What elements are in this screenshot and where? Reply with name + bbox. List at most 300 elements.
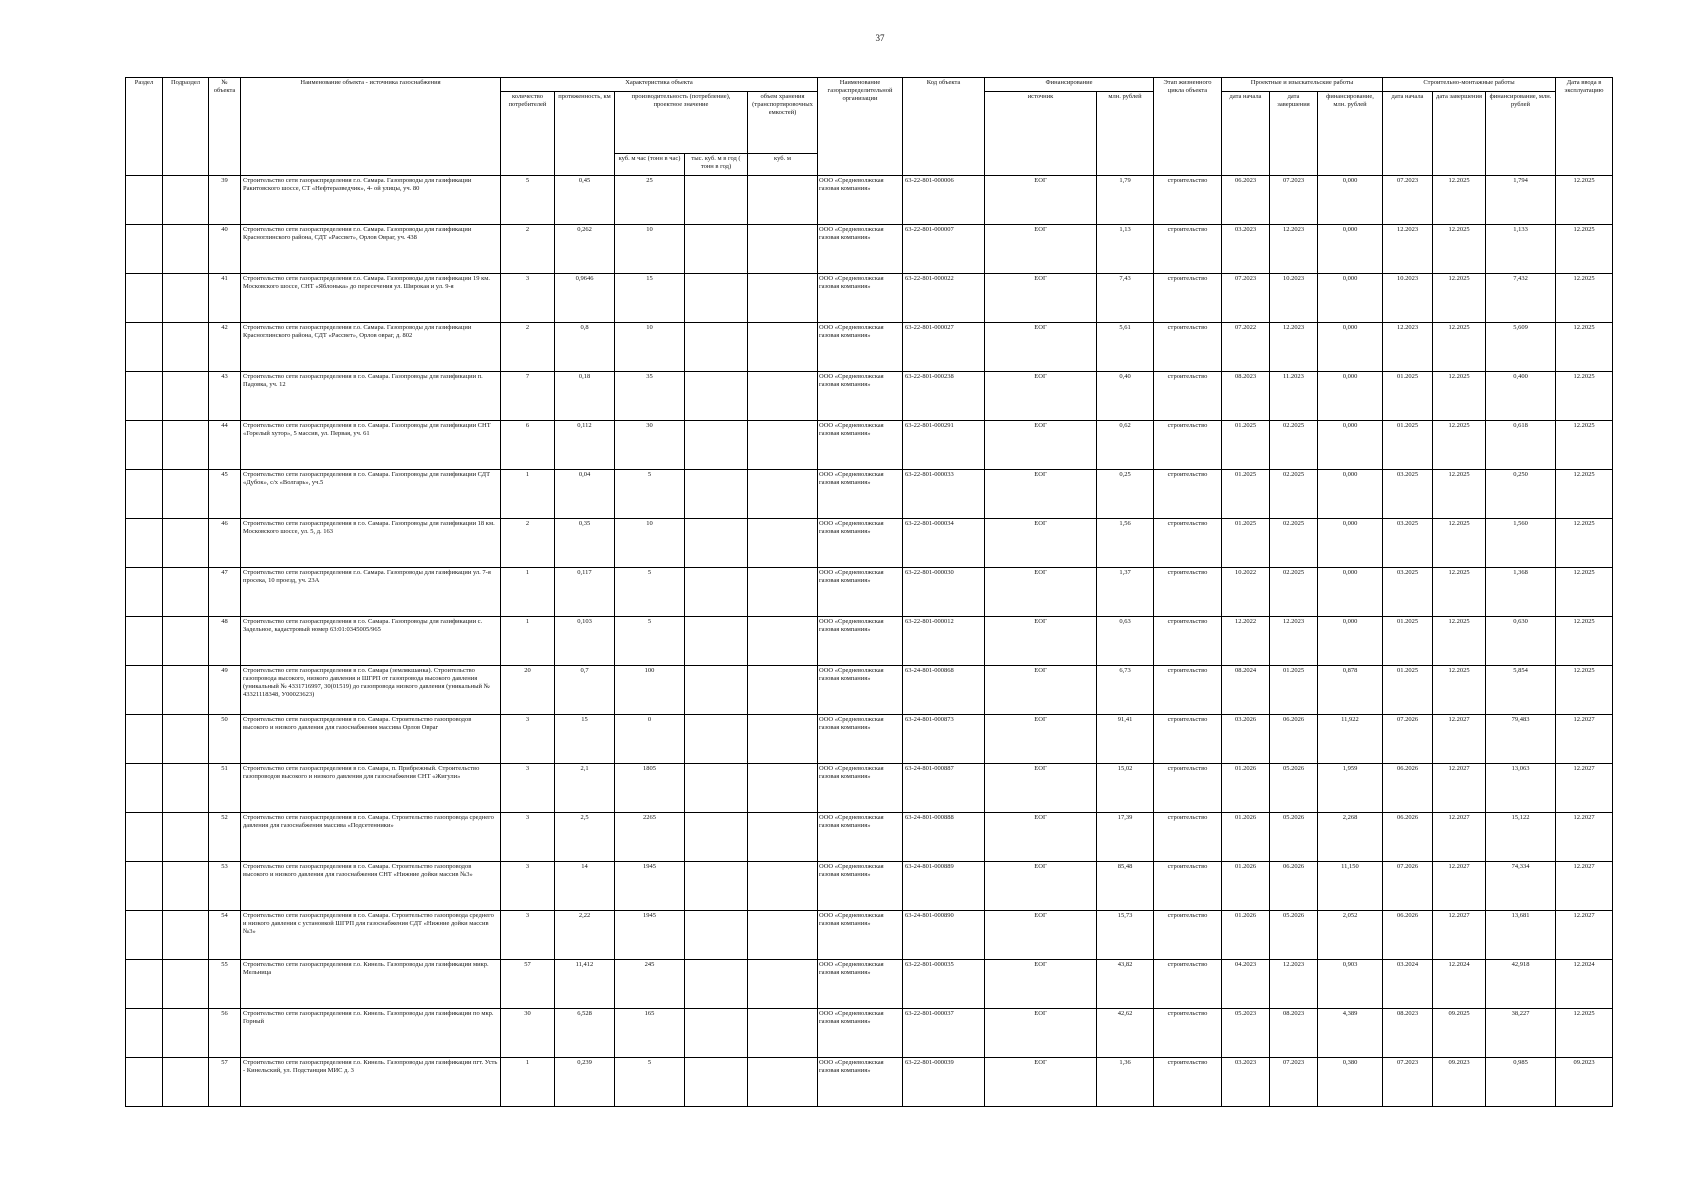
length-cell: 0,35 bbox=[555, 519, 615, 568]
table-row bbox=[126, 813, 1613, 862]
capacity-hour-cell: 15 bbox=[615, 274, 685, 323]
org-cell: ООО «Средневолжская газовая компания» bbox=[818, 519, 903, 568]
podrazdel-cell bbox=[163, 421, 209, 470]
page-number: 37 bbox=[875, 33, 885, 43]
object-name-cell: Строительство сети газораспределения в г.о. Самара. Строительство газопроводов высокого и низкого давления для газоснабжения массива Орлов Овраг bbox=[241, 715, 501, 764]
design-start-cell: 10.2022 bbox=[1222, 568, 1270, 617]
storage-cell bbox=[748, 421, 818, 470]
header-construction-end: дата завершения bbox=[1433, 92, 1486, 176]
capacity-year-cell bbox=[685, 519, 748, 568]
length-cell: 2,5 bbox=[555, 813, 615, 862]
source-cell: ЕОГ bbox=[985, 372, 1097, 421]
table-row bbox=[126, 764, 1613, 813]
table-row bbox=[126, 274, 1613, 323]
razdel-cell bbox=[126, 323, 163, 372]
construction-end-cell: 12.2027 bbox=[1433, 813, 1486, 862]
design-start-cell: 08.2023 bbox=[1222, 372, 1270, 421]
construction-end-cell: 12.2025 bbox=[1433, 519, 1486, 568]
length-cell: 0,04 bbox=[555, 470, 615, 519]
source-cell: ЕОГ bbox=[985, 617, 1097, 666]
design-end-cell: 07.2023 bbox=[1270, 1058, 1318, 1107]
object-code-cell: 63-22-801-000007 bbox=[903, 225, 985, 274]
commission-date-cell: 12.2025 bbox=[1556, 372, 1613, 421]
construction-end-cell: 12.2027 bbox=[1433, 911, 1486, 960]
object-number-cell: 55 bbox=[209, 960, 241, 1009]
object-number-cell: 47 bbox=[209, 568, 241, 617]
design-fin-cell: 0,878 bbox=[1318, 666, 1383, 715]
capacity-hour-cell: 10 bbox=[615, 323, 685, 372]
design-start-cell: 03.2023 bbox=[1222, 1058, 1270, 1107]
design-start-cell: 08.2024 bbox=[1222, 666, 1270, 715]
design-fin-cell: 0,000 bbox=[1318, 323, 1383, 372]
razdel-cell bbox=[126, 911, 163, 960]
source-cell: ЕОГ bbox=[985, 666, 1097, 715]
construction-end-cell: 12.2025 bbox=[1433, 568, 1486, 617]
object-number-cell: 46 bbox=[209, 519, 241, 568]
construction-fin-cell: 0,985 bbox=[1486, 1058, 1556, 1107]
construction-start-cell: 07.2023 bbox=[1383, 1058, 1433, 1107]
construction-fin-cell: 15,122 bbox=[1486, 813, 1556, 862]
design-end-cell: 10.2023 bbox=[1270, 274, 1318, 323]
razdel-cell bbox=[126, 617, 163, 666]
object-name-cell: Строительство сети газораспределения г.о. Самара. Газопроводы для газификации 19 км. Московского шоссе, СНТ «Яблонька» до пересечения ул. Широкая и ул. 9-я bbox=[241, 274, 501, 323]
consumers-cell: 1 bbox=[501, 1058, 555, 1107]
length-cell: 0,9646 bbox=[555, 274, 615, 323]
storage-cell bbox=[748, 911, 818, 960]
org-cell: ООО «Средневолжская газовая компания» bbox=[818, 225, 903, 274]
construction-fin-cell: 79,483 bbox=[1486, 715, 1556, 764]
podrazdel-cell bbox=[163, 764, 209, 813]
design-start-cell: 01.2026 bbox=[1222, 764, 1270, 813]
amount-cell: 15,02 bbox=[1097, 764, 1154, 813]
podrazdel-cell bbox=[163, 323, 209, 372]
design-fin-cell: 0,000 bbox=[1318, 421, 1383, 470]
design-fin-cell: 0,000 bbox=[1318, 519, 1383, 568]
capacity-hour-cell: 35 bbox=[615, 372, 685, 421]
construction-fin-cell: 5,854 bbox=[1486, 666, 1556, 715]
length-cell: 0,18 bbox=[555, 372, 615, 421]
header-design-fin: финансирование, млн. рублей bbox=[1318, 92, 1383, 176]
amount-cell: 42,62 bbox=[1097, 1009, 1154, 1058]
org-cell: ООО «Средневолжская газовая компания» bbox=[818, 862, 903, 911]
org-cell: ООО «Средневолжская газовая компания» bbox=[818, 960, 903, 1009]
podrazdel-cell bbox=[163, 666, 209, 715]
construction-fin-cell: 0,618 bbox=[1486, 421, 1556, 470]
amount-cell: 0,62 bbox=[1097, 421, 1154, 470]
amount-cell: 85,48 bbox=[1097, 862, 1154, 911]
capacity-year-cell bbox=[685, 274, 748, 323]
length-cell: 2,1 bbox=[555, 764, 615, 813]
object-code-cell: 63-24-801-000890 bbox=[903, 911, 985, 960]
capacity-year-cell bbox=[685, 421, 748, 470]
consumers-cell: 3 bbox=[501, 813, 555, 862]
commission-date-cell: 12.2025 bbox=[1556, 225, 1613, 274]
header-storage-unit: куб. м bbox=[748, 154, 818, 176]
header-construction-start: дата начала bbox=[1383, 92, 1433, 176]
commission-date-cell: 12.2025 bbox=[1556, 568, 1613, 617]
table-row bbox=[126, 421, 1613, 470]
razdel-cell bbox=[126, 666, 163, 715]
table-body bbox=[126, 176, 1613, 1107]
consumers-cell: 1 bbox=[501, 470, 555, 519]
design-fin-cell: 0,000 bbox=[1318, 176, 1383, 225]
table-row bbox=[126, 225, 1613, 274]
object-number-cell: 45 bbox=[209, 470, 241, 519]
capacity-hour-cell: 5 bbox=[615, 470, 685, 519]
object-code-cell: 63-22-801-000030 bbox=[903, 568, 985, 617]
design-start-cell: 05.2023 bbox=[1222, 1009, 1270, 1058]
design-fin-cell: 1,959 bbox=[1318, 764, 1383, 813]
object-name-cell: Строительство сети газораспределения в г.о. Самара. Газопроводы для газификации с. Задельное, кадастровый номер 63:01:0345005/965 bbox=[241, 617, 501, 666]
object-code-cell: 63-24-801-000887 bbox=[903, 764, 985, 813]
construction-end-cell: 12.2025 bbox=[1433, 274, 1486, 323]
object-code-cell: 63-22-801-000033 bbox=[903, 470, 985, 519]
commission-date-cell: 12.2027 bbox=[1556, 862, 1613, 911]
org-cell: ООО «Средневолжская газовая компания» bbox=[818, 813, 903, 862]
construction-start-cell: 03.2025 bbox=[1383, 519, 1433, 568]
commission-date-cell: 12.2025 bbox=[1556, 274, 1613, 323]
amount-cell: 0,25 bbox=[1097, 470, 1154, 519]
stage-cell: строительство bbox=[1154, 519, 1222, 568]
stage-cell: строительство bbox=[1154, 225, 1222, 274]
source-cell: ЕОГ bbox=[985, 470, 1097, 519]
construction-start-cell: 03.2025 bbox=[1383, 470, 1433, 519]
object-number-cell: 53 bbox=[209, 862, 241, 911]
source-cell: ЕОГ bbox=[985, 960, 1097, 1009]
construction-fin-cell: 42,918 bbox=[1486, 960, 1556, 1009]
construction-end-cell: 12.2024 bbox=[1433, 960, 1486, 1009]
object-code-cell: 63-22-801-000034 bbox=[903, 519, 985, 568]
source-cell: ЕОГ bbox=[985, 911, 1097, 960]
construction-fin-cell: 1,368 bbox=[1486, 568, 1556, 617]
construction-fin-cell: 74,334 bbox=[1486, 862, 1556, 911]
header-characteristics: Характеристика объекта bbox=[501, 78, 818, 92]
stage-cell: строительство bbox=[1154, 372, 1222, 421]
consumers-cell: 30 bbox=[501, 1009, 555, 1058]
object-number-cell: 39 bbox=[209, 176, 241, 225]
org-cell: ООО «Средневолжская газовая компания» bbox=[818, 421, 903, 470]
stage-cell: строительство bbox=[1154, 911, 1222, 960]
commission-date-cell: 12.2027 bbox=[1556, 764, 1613, 813]
capacity-year-cell bbox=[685, 176, 748, 225]
consumers-cell: 3 bbox=[501, 715, 555, 764]
header-construction-works: Строительно-монтажные работы bbox=[1383, 78, 1556, 92]
design-end-cell: 05.2026 bbox=[1270, 764, 1318, 813]
consumers-cell: 3 bbox=[501, 862, 555, 911]
commission-date-cell: 12.2024 bbox=[1556, 960, 1613, 1009]
design-fin-cell: 11,922 bbox=[1318, 715, 1383, 764]
construction-start-cell: 07.2026 bbox=[1383, 862, 1433, 911]
storage-cell bbox=[748, 715, 818, 764]
header-financing: Финансирование bbox=[985, 78, 1154, 92]
commission-date-cell: 12.2025 bbox=[1556, 323, 1613, 372]
design-fin-cell: 0,000 bbox=[1318, 372, 1383, 421]
storage-cell bbox=[748, 666, 818, 715]
amount-cell: 15,73 bbox=[1097, 911, 1154, 960]
consumers-cell: 1 bbox=[501, 568, 555, 617]
design-fin-cell: 0,000 bbox=[1318, 470, 1383, 519]
header-design-start: дата начала bbox=[1222, 92, 1270, 176]
storage-cell bbox=[748, 519, 818, 568]
length-cell: 0,103 bbox=[555, 617, 615, 666]
org-cell: ООО «Средневолжская газовая компания» bbox=[818, 323, 903, 372]
object-code-cell: 63-24-801-000889 bbox=[903, 862, 985, 911]
amount-cell: 6,73 bbox=[1097, 666, 1154, 715]
stage-cell: строительство bbox=[1154, 176, 1222, 225]
stage-cell: строительство bbox=[1154, 715, 1222, 764]
design-end-cell: 07.2023 bbox=[1270, 176, 1318, 225]
storage-cell bbox=[748, 1009, 818, 1058]
object-name-cell: Строительство сети газораспределения в г.о. Самара. Строительство газопровода среднего и низкого давления с установкой ШГРП для газоснабжения СДТ «Нижние дойки массив №3» bbox=[241, 911, 501, 960]
design-end-cell: 02.2025 bbox=[1270, 568, 1318, 617]
capacity-hour-cell: 30 bbox=[615, 421, 685, 470]
table-row bbox=[126, 1009, 1613, 1058]
table-row bbox=[126, 911, 1613, 960]
table-row bbox=[126, 568, 1613, 617]
length-cell: 2,22 bbox=[555, 911, 615, 960]
commission-date-cell: 12.2025 bbox=[1556, 421, 1613, 470]
construction-end-cell: 12.2025 bbox=[1433, 176, 1486, 225]
commission-date-cell: 12.2025 bbox=[1556, 1009, 1613, 1058]
construction-start-cell: 01.2025 bbox=[1383, 421, 1433, 470]
object-name-cell: Строительство сети газораспределения г.о. Самара. Газопроводы для газификации Красноглинского района, СДТ «Рассвет», Орлов Овраг, уч. 438 bbox=[241, 225, 501, 274]
consumers-cell: 6 bbox=[501, 421, 555, 470]
podrazdel-cell bbox=[163, 911, 209, 960]
construction-fin-cell: 0,250 bbox=[1486, 470, 1556, 519]
object-name-cell: Строительство сети газораспределения г.о. Кинель. Газопроводы для газификации по мкр. Горный bbox=[241, 1009, 501, 1058]
construction-end-cell: 12.2027 bbox=[1433, 862, 1486, 911]
podrazdel-cell bbox=[163, 862, 209, 911]
storage-cell bbox=[748, 813, 818, 862]
stage-cell: строительство bbox=[1154, 1058, 1222, 1107]
object-name-cell: Строительство сети газораспределения в г.о. Самара. Газопроводы для газификации СДТ «Дубок», с/х «Волгарь», уч.5 bbox=[241, 470, 501, 519]
razdel-cell bbox=[126, 1009, 163, 1058]
commission-date-cell: 09.2023 bbox=[1556, 1058, 1613, 1107]
design-end-cell: 12.2023 bbox=[1270, 323, 1318, 372]
construction-fin-cell: 1,794 bbox=[1486, 176, 1556, 225]
org-cell: ООО «Средневолжская газовая компания» bbox=[818, 274, 903, 323]
object-number-cell: 49 bbox=[209, 666, 241, 715]
source-cell: ЕОГ bbox=[985, 323, 1097, 372]
source-cell: ЕОГ bbox=[985, 862, 1097, 911]
length-cell: 0,117 bbox=[555, 568, 615, 617]
stage-cell: строительство bbox=[1154, 813, 1222, 862]
object-code-cell: 63-22-801-000037 bbox=[903, 1009, 985, 1058]
header-podrazdel: Подраздел bbox=[163, 78, 209, 176]
amount-cell: 17,39 bbox=[1097, 813, 1154, 862]
design-end-cell: 12.2023 bbox=[1270, 225, 1318, 274]
table-row bbox=[126, 715, 1613, 764]
storage-cell bbox=[748, 862, 818, 911]
object-code-cell: 63-22-801-000022 bbox=[903, 274, 985, 323]
stage-cell: строительство bbox=[1154, 568, 1222, 617]
object-name-cell: Строительство сети газораспределения в г.о. Самара (землякшанка). Строительство газопровода высокого, низкого давления и ШГРП от газопровода высокого давления (уникальный № 4331716997, 30(01519) до газопровода низкого давления (уникальный № 43321118348, У00023623) bbox=[241, 666, 501, 715]
capacity-hour-cell: 5 bbox=[615, 568, 685, 617]
amount-cell: 0,63 bbox=[1097, 617, 1154, 666]
table-row bbox=[126, 176, 1613, 225]
object-name-cell: Строительство сети газораспределения в г.о. Самара. Строительство газопровода среднего давления для газоснабжения массива «Подсетенники» bbox=[241, 813, 501, 862]
capacity-year-cell bbox=[685, 617, 748, 666]
object-name-cell: Строительство сети газораспределения в г.о. Самара. Газопроводы для газификации СНТ «Горелый хутор», 5 массив, ул. Первая, уч. 61 bbox=[241, 421, 501, 470]
amount-cell: 1,79 bbox=[1097, 176, 1154, 225]
design-fin-cell: 0,903 bbox=[1318, 960, 1383, 1009]
construction-start-cell: 03.2025 bbox=[1383, 568, 1433, 617]
construction-start-cell: 06.2026 bbox=[1383, 911, 1433, 960]
storage-cell bbox=[748, 176, 818, 225]
capacity-hour-cell: 245 bbox=[615, 960, 685, 1009]
design-fin-cell: 2,052 bbox=[1318, 911, 1383, 960]
source-cell: ЕОГ bbox=[985, 176, 1097, 225]
header-capacity: производительность (потребление), проектное значение bbox=[615, 92, 748, 154]
storage-cell bbox=[748, 960, 818, 1009]
header-razdel: Раздел bbox=[126, 78, 163, 176]
construction-fin-cell: 5,609 bbox=[1486, 323, 1556, 372]
source-cell: ЕОГ bbox=[985, 225, 1097, 274]
storage-cell bbox=[748, 617, 818, 666]
header-code: Код объекта bbox=[903, 78, 985, 176]
table-row bbox=[126, 519, 1613, 568]
object-name-cell: Строительство сети газораспределения в г.о. Самара. Газопроводы для газификации п. Падовка, уч. 12 bbox=[241, 372, 501, 421]
design-start-cell: 07.2023 bbox=[1222, 274, 1270, 323]
design-end-cell: 05.2026 bbox=[1270, 813, 1318, 862]
razdel-cell bbox=[126, 519, 163, 568]
construction-end-cell: 12.2025 bbox=[1433, 372, 1486, 421]
object-number-cell: 44 bbox=[209, 421, 241, 470]
design-start-cell: 01.2026 bbox=[1222, 862, 1270, 911]
org-cell: ООО «Средневолжская газовая компания» bbox=[818, 470, 903, 519]
object-number-cell: 54 bbox=[209, 911, 241, 960]
capacity-hour-cell: 10 bbox=[615, 225, 685, 274]
header-capacity-hour: куб. м час (тонн в час) bbox=[615, 154, 685, 176]
commission-date-cell: 12.2027 bbox=[1556, 813, 1613, 862]
podrazdel-cell bbox=[163, 274, 209, 323]
length-cell: 0,239 bbox=[555, 1058, 615, 1107]
design-fin-cell: 0,380 bbox=[1318, 1058, 1383, 1107]
source-cell: ЕОГ bbox=[985, 715, 1097, 764]
razdel-cell bbox=[126, 225, 163, 274]
object-number-cell: 40 bbox=[209, 225, 241, 274]
length-cell: 0,45 bbox=[555, 176, 615, 225]
org-cell: ООО «Средневолжская газовая компания» bbox=[818, 1058, 903, 1107]
object-code-cell: 63-22-801-000039 bbox=[903, 1058, 985, 1107]
object-code-cell: 63-24-801-000888 bbox=[903, 813, 985, 862]
capacity-hour-cell: 5 bbox=[615, 1058, 685, 1107]
construction-fin-cell: 13,681 bbox=[1486, 911, 1556, 960]
consumers-cell: 3 bbox=[501, 274, 555, 323]
razdel-cell bbox=[126, 764, 163, 813]
razdel-cell bbox=[126, 421, 163, 470]
construction-start-cell: 01.2025 bbox=[1383, 617, 1433, 666]
table-row bbox=[126, 666, 1613, 715]
commission-date-cell: 12.2025 bbox=[1556, 519, 1613, 568]
object-number-cell: 50 bbox=[209, 715, 241, 764]
consumers-cell: 7 bbox=[501, 372, 555, 421]
design-fin-cell: 2,268 bbox=[1318, 813, 1383, 862]
design-end-cell: 05.2026 bbox=[1270, 911, 1318, 960]
storage-cell bbox=[748, 764, 818, 813]
source-cell: ЕОГ bbox=[985, 1009, 1097, 1058]
construction-start-cell: 07.2023 bbox=[1383, 176, 1433, 225]
design-end-cell: 06.2026 bbox=[1270, 715, 1318, 764]
design-fin-cell: 0,000 bbox=[1318, 274, 1383, 323]
design-start-cell: 01.2025 bbox=[1222, 519, 1270, 568]
construction-fin-cell: 13,063 bbox=[1486, 764, 1556, 813]
capacity-year-cell bbox=[685, 372, 748, 421]
table-row bbox=[126, 862, 1613, 911]
header-storage: объем хранения (транспортировочных емкостей) bbox=[748, 92, 818, 154]
commission-date-cell: 12.2025 bbox=[1556, 470, 1613, 519]
design-fin-cell: 0,000 bbox=[1318, 617, 1383, 666]
capacity-hour-cell: 1945 bbox=[615, 911, 685, 960]
storage-cell bbox=[748, 470, 818, 519]
storage-cell bbox=[748, 323, 818, 372]
design-start-cell: 06.2023 bbox=[1222, 176, 1270, 225]
org-cell: ООО «Средневолжская газовая компания» bbox=[818, 715, 903, 764]
amount-cell: 1,56 bbox=[1097, 519, 1154, 568]
object-name-cell: Строительство сети газораспределения г.о. Кинель. Газопроводы для газификации микр. Мельница bbox=[241, 960, 501, 1009]
consumers-cell: 2 bbox=[501, 323, 555, 372]
construction-end-cell: 09.2025 bbox=[1433, 1009, 1486, 1058]
table-row bbox=[126, 960, 1613, 1009]
construction-start-cell: 08.2023 bbox=[1383, 1009, 1433, 1058]
capacity-year-cell bbox=[685, 960, 748, 1009]
table-row bbox=[126, 323, 1613, 372]
object-name-cell: Строительство сети газораспределения в г.о. Самара. Строительство газопроводов высокого и низкого давления для газоснабжения СНТ «Нижние дойки массив №3» bbox=[241, 862, 501, 911]
construction-end-cell: 12.2025 bbox=[1433, 225, 1486, 274]
construction-end-cell: 12.2027 bbox=[1433, 764, 1486, 813]
header-source: источник bbox=[985, 92, 1097, 176]
construction-end-cell: 12.2025 bbox=[1433, 323, 1486, 372]
podrazdel-cell bbox=[163, 176, 209, 225]
capacity-hour-cell: 2265 bbox=[615, 813, 685, 862]
construction-end-cell: 12.2025 bbox=[1433, 421, 1486, 470]
object-code-cell: 63-22-801-000027 bbox=[903, 323, 985, 372]
length-cell: 0,262 bbox=[555, 225, 615, 274]
design-start-cell: 01.2025 bbox=[1222, 421, 1270, 470]
gas-projects-table bbox=[125, 77, 1613, 1107]
org-cell: ООО «Средневолжская газовая компания» bbox=[818, 568, 903, 617]
length-cell: 11,412 bbox=[555, 960, 615, 1009]
object-code-cell: 63-22-801-000291 bbox=[903, 421, 985, 470]
razdel-cell bbox=[126, 176, 163, 225]
podrazdel-cell bbox=[163, 960, 209, 1009]
construction-fin-cell: 1,560 bbox=[1486, 519, 1556, 568]
object-code-cell: 63-22-801-000006 bbox=[903, 176, 985, 225]
design-fin-cell: 0,000 bbox=[1318, 568, 1383, 617]
stage-cell: строительство bbox=[1154, 862, 1222, 911]
storage-cell bbox=[748, 274, 818, 323]
header-stage: Этап жизненного цикла объекта bbox=[1154, 78, 1222, 176]
source-cell: ЕОГ bbox=[985, 764, 1097, 813]
amount-cell: 7,43 bbox=[1097, 274, 1154, 323]
amount-cell: 91,41 bbox=[1097, 715, 1154, 764]
object-number-cell: 51 bbox=[209, 764, 241, 813]
object-code-cell: 63-22-801-000012 bbox=[903, 617, 985, 666]
construction-end-cell: 12.2025 bbox=[1433, 666, 1486, 715]
amount-cell: 1,36 bbox=[1097, 1058, 1154, 1107]
source-cell: ЕОГ bbox=[985, 568, 1097, 617]
design-start-cell: 03.2026 bbox=[1222, 715, 1270, 764]
consumers-cell: 3 bbox=[501, 764, 555, 813]
construction-fin-cell: 38,227 bbox=[1486, 1009, 1556, 1058]
source-cell: ЕОГ bbox=[985, 274, 1097, 323]
amount-cell: 5,61 bbox=[1097, 323, 1154, 372]
capacity-year-cell bbox=[685, 568, 748, 617]
design-fin-cell: 0,000 bbox=[1318, 225, 1383, 274]
razdel-cell bbox=[126, 862, 163, 911]
consumers-cell: 2 bbox=[501, 225, 555, 274]
org-cell: ООО «Средневолжская газовая компания» bbox=[818, 1009, 903, 1058]
